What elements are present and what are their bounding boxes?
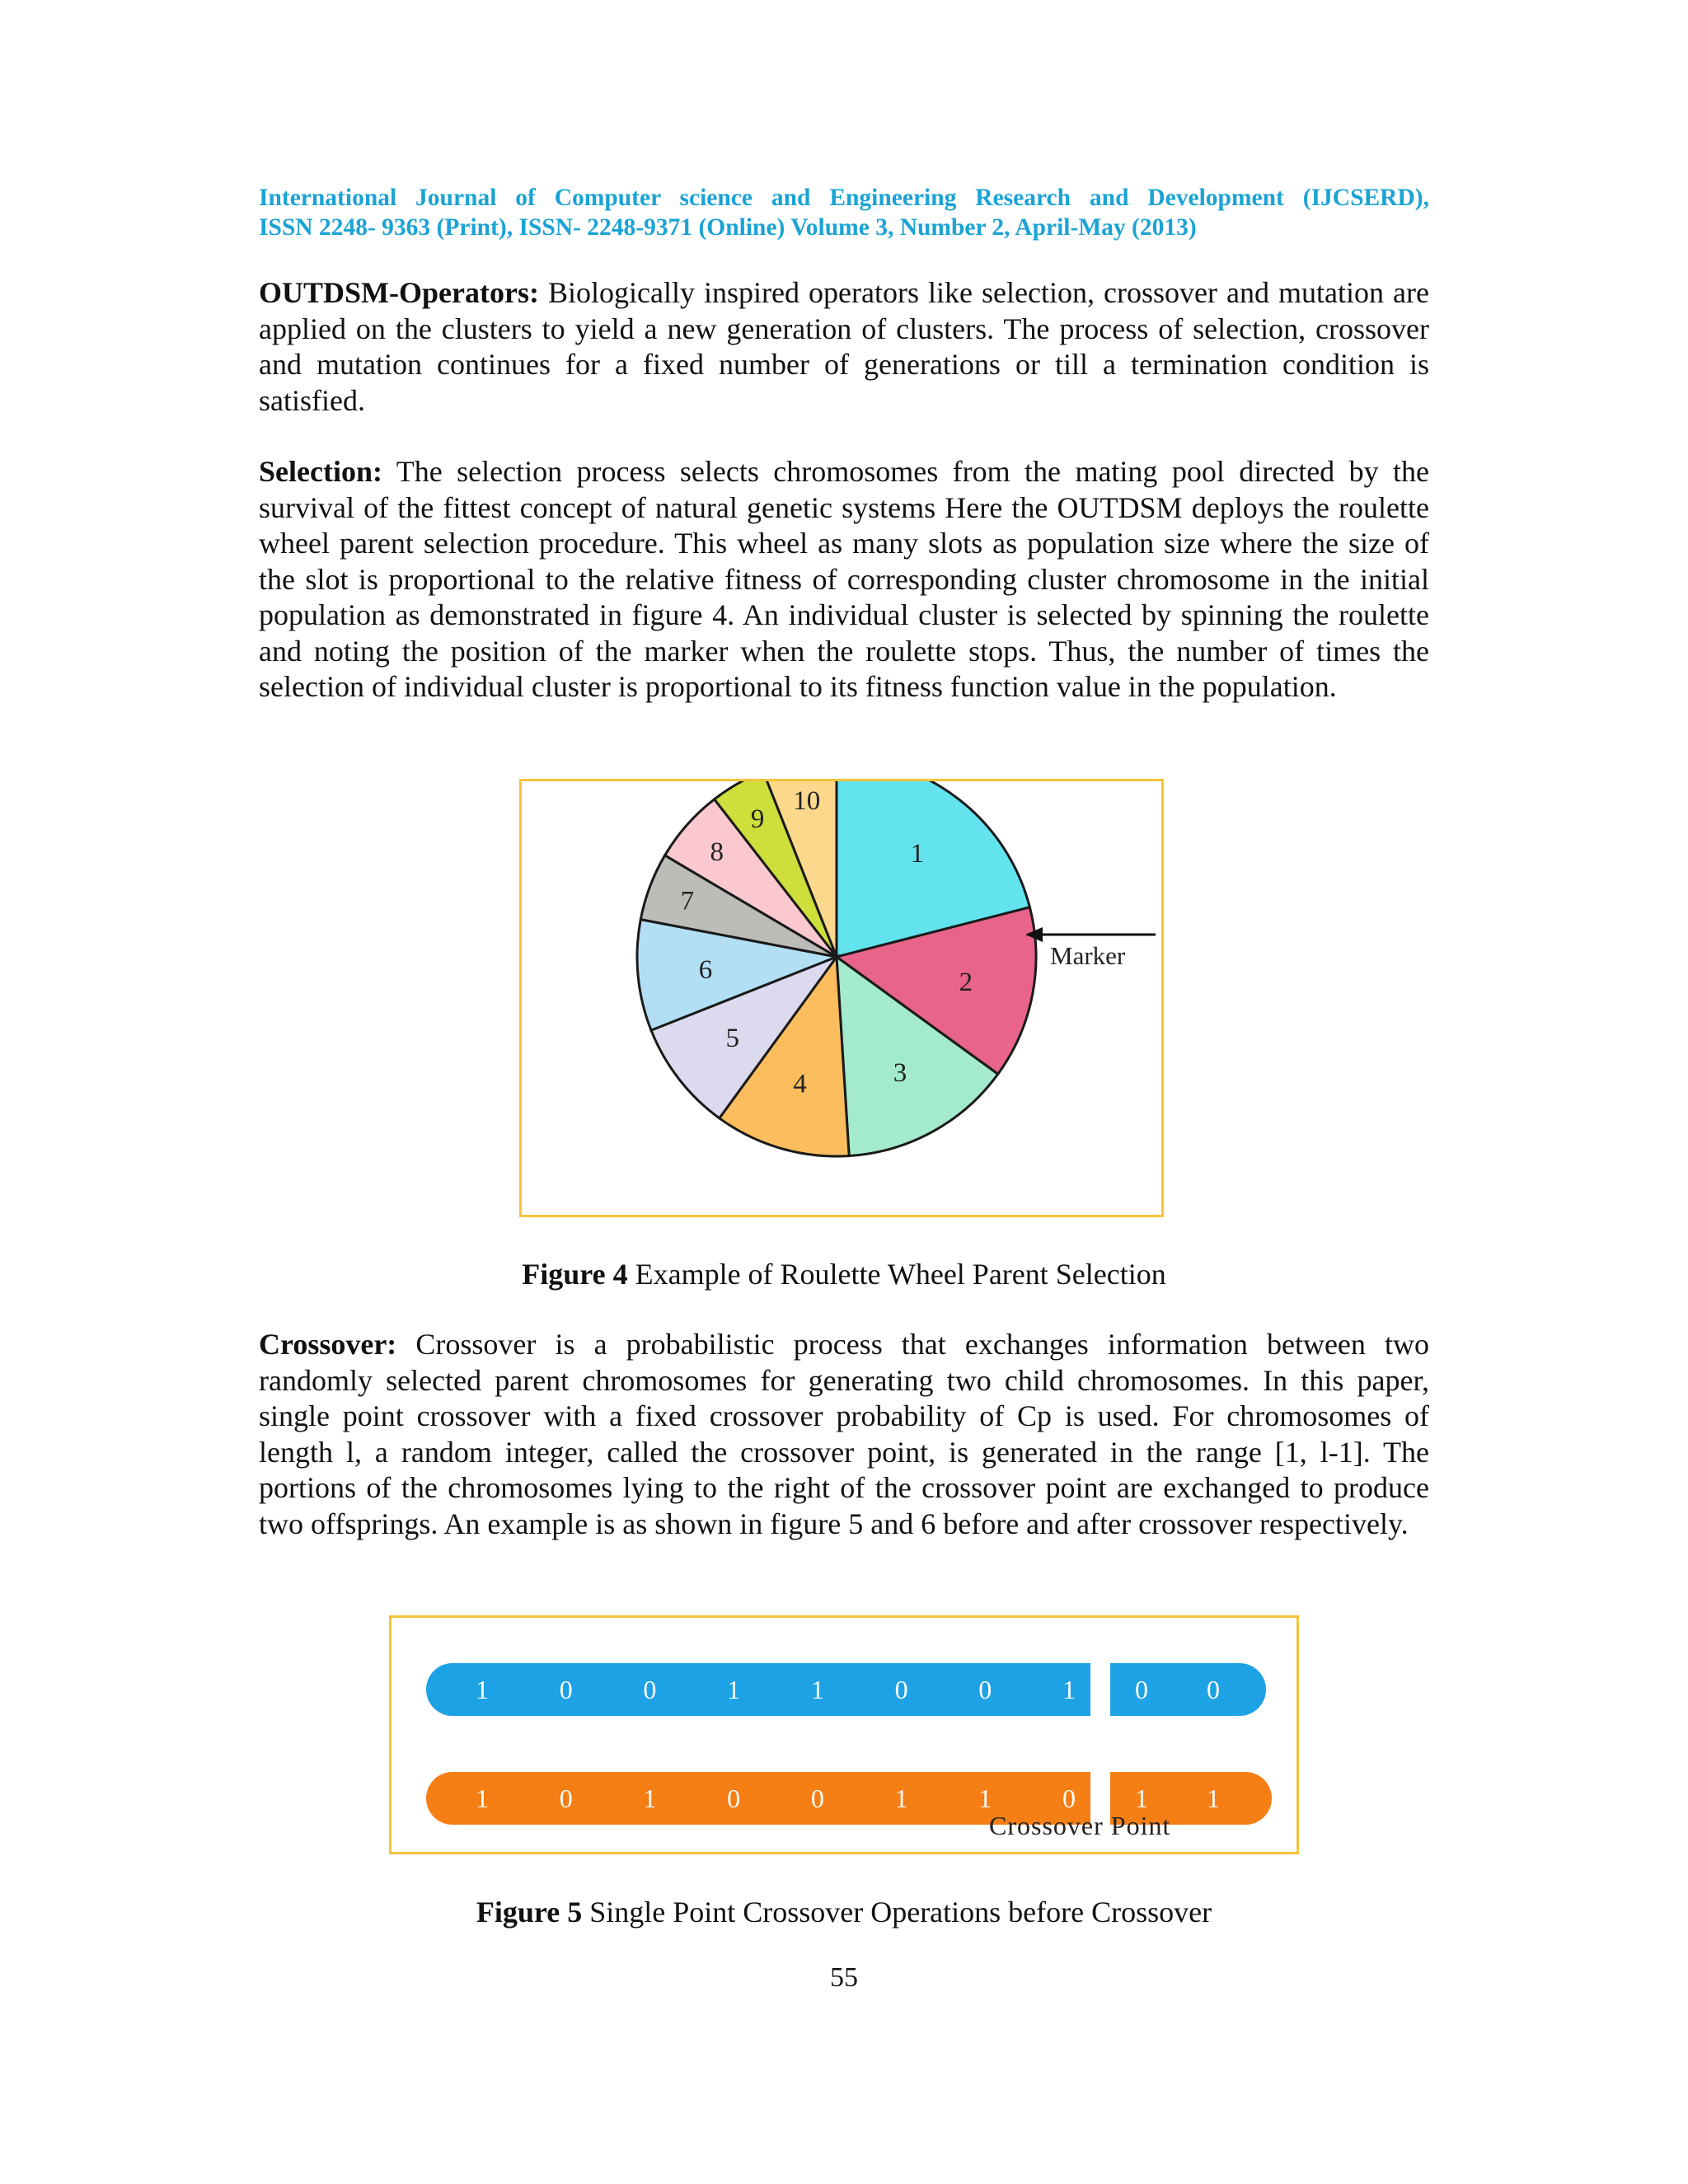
- pie-label-6: 6: [698, 955, 713, 986]
- figure-4-caption: [0, 1256, 1688, 1292]
- crossover-paragraph: [259, 1327, 1429, 1542]
- operators-body: Biologically inspired operators like selection, crossover and mutation are applied on the clusters to yield a new generation of clusters. The process of selection, crossover and mutation continues for a fixed number of generations or till a termination condition is satisfied.: [259, 276, 1430, 417]
- parent-1-bit-4: 1: [727, 1675, 741, 1704]
- parent-2-bit-5: 0: [810, 1783, 824, 1813]
- parent-2-bit-1: 1: [476, 1783, 489, 1813]
- parent-1-bit-9: 0: [1135, 1675, 1148, 1704]
- parent-2-bit-6: 1: [894, 1783, 908, 1813]
- parent-1-bit-6: 0: [894, 1675, 908, 1704]
- pie-label-3: 3: [893, 1057, 907, 1088]
- parent-2-bit-2: 0: [559, 1783, 573, 1813]
- pie-label-1: 1: [910, 838, 925, 869]
- pie-label-2: 2: [959, 967, 973, 997]
- parent-2-bit-7: 1: [978, 1783, 992, 1813]
- parent-1-right-segment: [1110, 1663, 1266, 1716]
- operators-paragraph: [259, 275, 1429, 419]
- crossover-heading: Crossover:: [259, 1328, 397, 1361]
- parent-2-bit-3: 1: [643, 1783, 657, 1813]
- crossover-body: Crossover is a probabilistic process that exchanges information between two randomly selected parent chromosomes for generating two child chromosomes. In this paper, single point crossover with a fixed crossover probability of Cp is used. For chromosomes of length l, a random integer, called the crossover point, is generated in the range [1, l-1]. The portions of the chromosomes lying to the right of the crossover point are exchanged to produce two offsprings. An example is as shown in figure 5 and 6 before and after crossover respectively.: [259, 1328, 1430, 1540]
- parent-1-bit-8: 1: [1062, 1675, 1076, 1704]
- crossover-point-label: Crossover Point: [989, 1811, 1171, 1840]
- parent-1-bit-7: 0: [978, 1675, 992, 1704]
- operators-heading: OUTDSM-Operators:: [259, 276, 539, 309]
- parent-1-bit-1: 1: [476, 1675, 489, 1704]
- parent-1-bit-3: 0: [643, 1675, 657, 1704]
- parent-2-bit-8: 0: [1062, 1783, 1076, 1813]
- figure-4-roulette-wheel: [519, 779, 1164, 1217]
- pie-label-7: 7: [680, 886, 695, 916]
- pie-label-5: 5: [725, 1023, 740, 1053]
- parent-1-bit-2: 0: [559, 1675, 573, 1704]
- parent-1-bit-10: 0: [1207, 1675, 1220, 1704]
- pie-label-10: 10: [793, 785, 821, 816]
- marker-label: Marker: [1050, 941, 1126, 970]
- selection-heading: Selection:: [259, 455, 382, 488]
- figure-5-caption-label: Figure 5: [476, 1896, 583, 1929]
- parent-2-bit-10: 1: [1207, 1783, 1220, 1813]
- journal-header-line1: International Journal of Computer science and Engineering Research and Development (IJCSERD),: [259, 185, 1429, 211]
- figure-5-crossover-diagram: [389, 1615, 1299, 1854]
- figure-5-caption-text: Single Point Crossover Operations before Crossover: [582, 1896, 1212, 1929]
- page-number: 55: [830, 1962, 858, 1993]
- figure-5-caption: [0, 1894, 1688, 1930]
- parent-1-bit-5: 1: [810, 1675, 824, 1704]
- selection-paragraph: [259, 454, 1429, 705]
- parent-2-bit-9: 1: [1135, 1783, 1148, 1813]
- journal-header-line2: ISSN 2248- 9363 (Print), ISSN- 2248-9371 (Online) Volume 3, Number 2, April-May (2013): [259, 214, 1197, 241]
- pie-label-4: 4: [793, 1069, 807, 1099]
- crossover-diagram: [392, 1618, 1296, 1852]
- figure-4-caption-label: Figure 4: [522, 1258, 628, 1291]
- roulette-wheel-chart: [522, 781, 1161, 1215]
- selection-body: The selection process selects chromosomes from the mating pool directed by the survival of the fittest concept of natural genetic systems Here the OUTDSM deploys the roulette wheel parent selection procedure. This wheel as many slots as population size where the size of the slot is proportional to the relative fitness of corresponding cluster chromosome in the initial population as demonstrated in figure 4. An individual cluster is selected by spinning the roulette and noting the position of the marker when the roulette stops. Thus, the number of times the selection of individual cluster is proportional to its fitness function value in the population.: [259, 455, 1429, 703]
- parent-2-bit-4: 0: [727, 1783, 741, 1813]
- pie-label-8: 8: [710, 837, 724, 867]
- journal-header: [259, 183, 1429, 242]
- figure-4-caption-text: Example of Roulette Wheel Parent Selection: [627, 1258, 1166, 1291]
- pie-label-9: 9: [750, 804, 765, 834]
